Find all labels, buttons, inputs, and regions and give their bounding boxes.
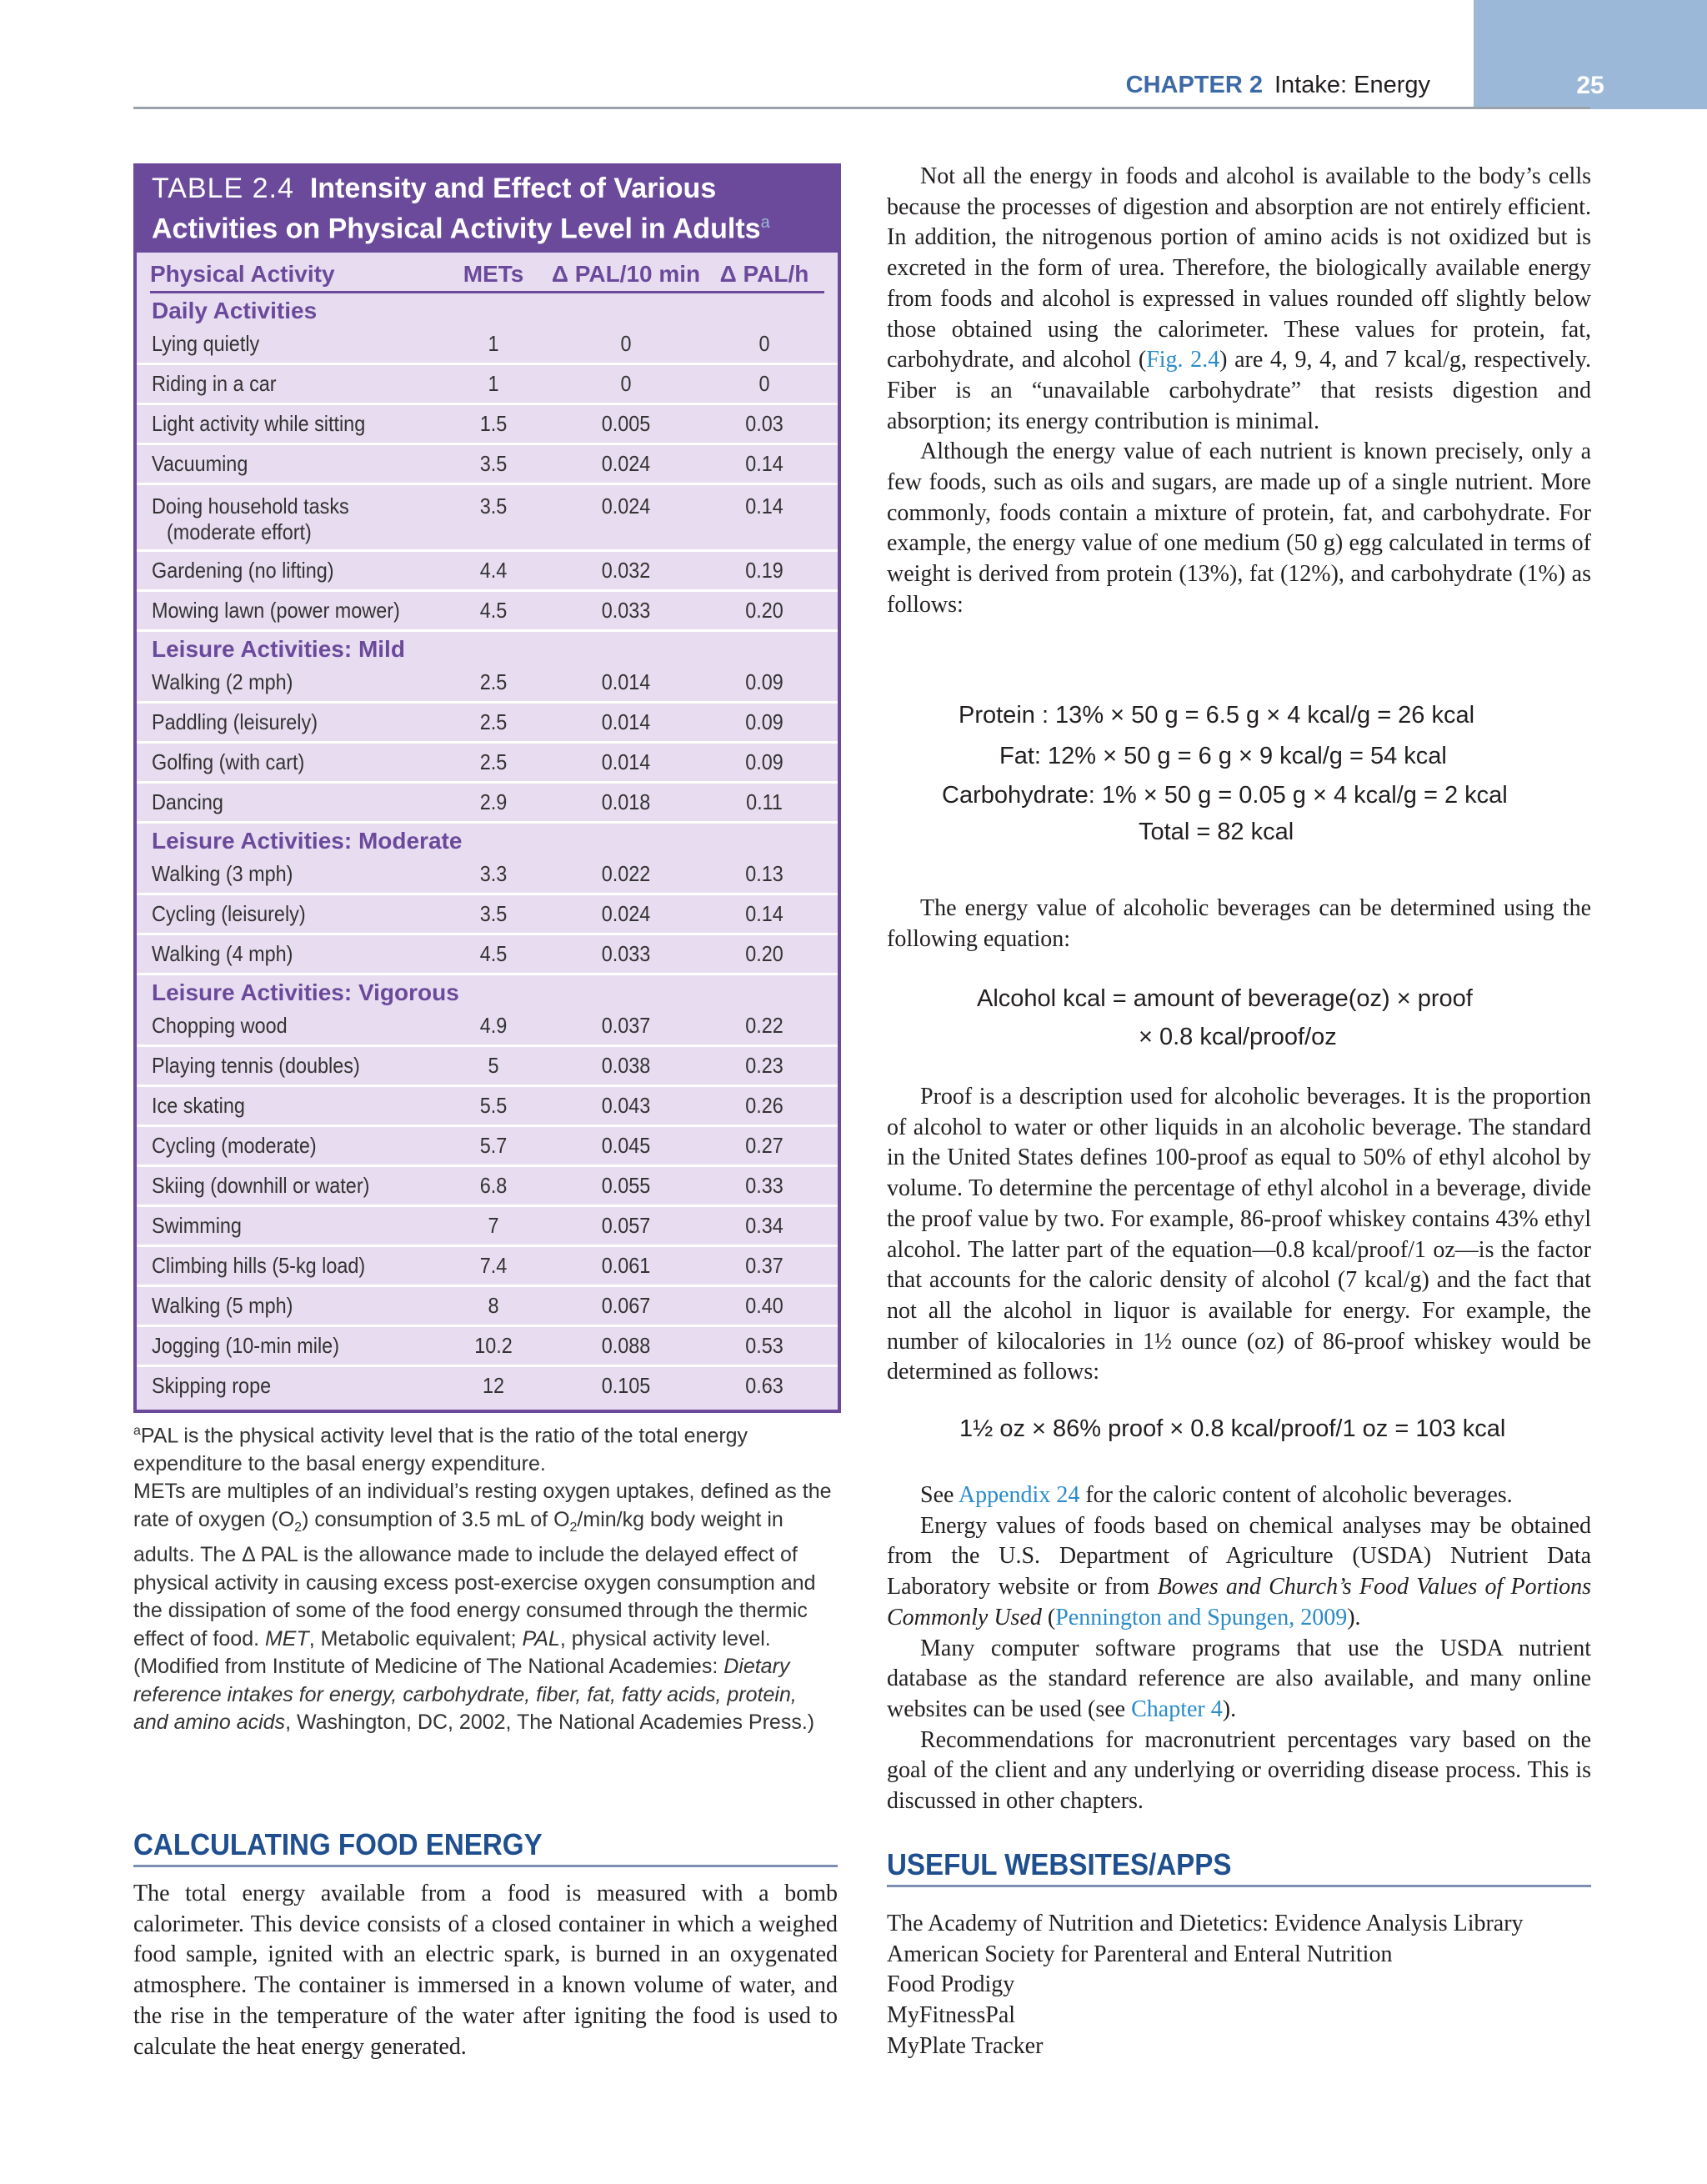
list-item: MyPlate Tracker (887, 2032, 1044, 2059)
cell-pal-h: 0.09 (745, 709, 783, 735)
table-row (137, 592, 838, 632)
table-section-heading: Leisure Activities: Moderate (152, 828, 463, 854)
cell-activity: Riding in a car (152, 371, 277, 397)
list-item: Food Prodigy (887, 1971, 1015, 1998)
table-row (137, 664, 838, 704)
equation-alcohol-line1: Alcohol kcal = amount of beverage(oz) × proof (977, 985, 1473, 1012)
cell-mets: 3.5 (479, 901, 508, 927)
column-header-activity: Physical Activity (150, 261, 335, 288)
cell-activity: Climbing hills (5-kg load) (152, 1253, 366, 1279)
section-rule (887, 1885, 1591, 1887)
table-row (137, 1247, 838, 1287)
table-row (137, 784, 838, 824)
right-text-block-1 (887, 162, 1591, 621)
cell-mets: 10.2 (474, 1333, 513, 1359)
table-row (137, 1047, 838, 1087)
cell-activity: Chopping wood (152, 1013, 288, 1039)
right-text-block-3 (887, 1082, 1591, 1388)
cell-pal-h: 0.33 (745, 1173, 783, 1199)
paragraph-recommendations: Recommendations for macronutrient percentages vary based on the goal of the client and any underlying or overriding disease process. This is discussed in other chapters. (887, 1726, 1591, 1815)
cell-activity: Cycling (moderate) (152, 1133, 317, 1159)
cell-mets: 7 (488, 1213, 499, 1239)
cell-pal-h: 0.20 (745, 941, 783, 967)
list-item: MyFitnessPal (887, 2002, 1016, 2029)
equation-carbohydrate: Carbohydrate: 1% × 50 g = 0.05 g × 4 kcal/g = 2 kcal (942, 782, 1508, 809)
list-item: American Society for Parenteral and Enteral Nutrition (887, 1941, 1393, 1967)
cell-pal-10min: 0.088 (601, 1333, 651, 1359)
cell-pal-h: 0.34 (745, 1213, 783, 1239)
cell-pal-10min: 0.022 (601, 861, 651, 887)
cell-pal-h: 0.26 (745, 1093, 783, 1119)
cell-pal-h: 0.20 (745, 598, 783, 624)
table-row (137, 855, 838, 895)
page-number: 25 (1576, 72, 1604, 99)
equation-protein: Protein : 13% × 50 g = 6.5 g × 4 kcal/g = 26 kcal (959, 702, 1475, 729)
cell-mets: 1.5 (479, 411, 508, 437)
table-row (137, 1367, 838, 1405)
cell-pal-10min: 0.033 (601, 941, 651, 967)
cell-mets: 4.4 (479, 558, 508, 584)
cell-pal-10min: 0.014 (601, 669, 651, 695)
footnote-mets: METs are multiples of an individual’s resting oxygen uptakes, defined as the rate of oxygen $(O_2)$ consumption of 3.5 mL of $O_2/\min/kg$ body weight in adults. The Δ PAL is the allowance made to include the delayed effect of physical activity in causing excess post-exercise oxygen consumption and the dissipation of some of the food energy consumed through the thermic effect of food. MET, Metabolic equivalent; PAL, physical activity level. (133, 1480, 832, 1651)
cell-pal-10min: 0.067 (601, 1293, 651, 1319)
cell-activity: Swimming (152, 1213, 242, 1239)
cell-activity: Walking (4 mph) (152, 941, 293, 967)
table-row (137, 1007, 838, 1047)
table-section-heading: Leisure Activities: Mild (152, 636, 405, 663)
table-row (137, 1287, 838, 1327)
cell-pal-h: 0.37 (745, 1253, 783, 1279)
header-rule (133, 107, 1590, 109)
cell-pal-h: 0.63 (745, 1373, 783, 1399)
chapter-link[interactable]: Chapter 4 (1131, 1696, 1223, 1722)
cell-activity: Vacuuming (152, 451, 248, 477)
cell-activity: Ice skating (152, 1093, 245, 1119)
table-row (137, 1207, 838, 1247)
cell-pal-10min: 0.038 (601, 1053, 651, 1079)
equation-alcohol-line2: × 0.8 kcal/proof/oz (1139, 1024, 1337, 1050)
cell-activity: Gardening (no lifting) (152, 558, 334, 584)
table-row (137, 895, 838, 935)
table-row (137, 365, 838, 405)
right-text-block-4 (887, 1480, 1591, 1817)
cell-mets: 3.5 (479, 451, 508, 477)
table-row (137, 405, 838, 445)
paragraph-proof: Proof is a description used for alcoholic beverages. It is the proportion of alcohol to water or other liquids in an alcoholic beverage. The standard in the United States defines 100-proof as equal to 50% of ethyl alcohol by volume. To determine the percentage of ethyl alcohol in a beverage, divide the proof value by two. For example, 86-proof whiskey contains 43% ethyl alcohol. The latter part of the equation—0.8 kcal/proof/1 oz—is the factor that accounts for the caloric density of alcohol (7 kcal/g) and the fact that not all the alcohol in liquor is available for energy. For example, the number of kilocalories in 1½ ounce (oz) of 86-proof whiskey would be determined as follows: (887, 1084, 1591, 1385)
right-text-block-2 (887, 894, 1591, 954)
table-row (137, 1127, 838, 1167)
cell-pal-10min: 0.037 (601, 1013, 651, 1039)
table-row (137, 1087, 838, 1127)
cell-pal-10min: 0.055 (601, 1173, 651, 1199)
cell-activity: Skiing (downhill or water) (152, 1173, 370, 1199)
cell-mets: 2.5 (479, 669, 508, 695)
cell-pal-h: 0.53 (745, 1333, 783, 1359)
appendix-link[interactable]: Appendix 24 (958, 1482, 1080, 1508)
cell-mets: 7.4 (479, 1253, 508, 1279)
cell-pal-h: 0.09 (745, 669, 783, 695)
cell-mets: 12 (482, 1373, 505, 1399)
cell-pal-10min: 0.061 (601, 1253, 651, 1279)
table-row (137, 935, 838, 975)
cell-pal-10min: 0.032 (601, 558, 651, 584)
cell-mets: 8 (488, 1293, 499, 1319)
cell-activity: Playing tennis (doubles) (152, 1053, 360, 1079)
websites-list (887, 1909, 1591, 2062)
cell-activity: Skipping rope (152, 1373, 272, 1399)
cell-activity: Lying quietly (152, 331, 260, 357)
cell-mets: 4.5 (479, 941, 508, 967)
table-footnotes (133, 1417, 833, 1737)
cell-pal-h: 0.14 (745, 451, 783, 477)
column-header-pal-h: Δ PAL/h (719, 261, 809, 288)
cell-pal-h: 0.19 (745, 558, 783, 584)
cell-activity: Doing household tasks (moderate effort) (152, 493, 349, 545)
cell-pal-h: 0.22 (745, 1013, 783, 1039)
table-title-footnote-mark: a (760, 213, 770, 232)
cell-mets: 1 (488, 371, 499, 397)
paragraph-usda: Energy values of foods based on chemical analyses may be obtained from the U.S. Department of Agriculture (USDA) Nutrient Data Laboratory website or from Bowes and Church’s Food Values of Portions Commonly Used (Pennington and Spungen, 2009). (887, 1512, 1592, 1630)
footnote-a: $^a$PAL is the physical activity level that is the ratio of the total energy expenditure to the basal energy expenditure. (133, 1424, 748, 1475)
cell-activity: Jogging (10-min mile) (152, 1333, 339, 1359)
cell-pal-h: 0.13 (745, 861, 783, 887)
cell-mets: 3.3 (479, 861, 508, 887)
equation-fat: Fat: 12% × 50 g = 6 g × 9 kcal/g = 54 kcal (999, 743, 1447, 769)
calc-paragraph: The total energy available from a food is measured with a bomb calorimeter. This device consists of a closed container in which a weighed food sample, ignited with an electric spark, is burned in an oxygenated atmosphere. The container is immersed in a known volume of water, and the rise in the temperature of the water after igniting the food is used to calculate the heat energy generated. (133, 1881, 838, 2060)
cell-mets: 6.8 (479, 1173, 508, 1199)
column-header-mets: METs (463, 261, 524, 288)
table-row (137, 704, 838, 744)
section-heading-calculating: CALCULATING FOOD ENERGY (133, 1827, 543, 1861)
cell-pal-10min: 0.045 (601, 1133, 651, 1159)
cell-mets: 2.9 (479, 789, 508, 815)
cell-activity: Paddling (leisurely) (152, 709, 318, 735)
paragraph-egg-example: Although the energy value of each nutrient is known precisely, only a few foods, such as oils and sugars, are made up of a single nutrient. More commonly, foods contain a mixture of protein, fat, and carbohydrate. For example, the energy value of one medium (50 g) egg calculated in terms of weight is derived from protein (13%), fat (12%), and carbohydrate (1%) as follows: (887, 438, 1591, 618)
cell-pal-h: 0.03 (745, 411, 783, 437)
table-row (137, 1167, 838, 1207)
figure-link[interactable]: Fig. 2.4 (1146, 347, 1220, 373)
cell-pal-10min: 0.018 (601, 789, 651, 815)
cell-activity: Mowing lawn (power mower) (152, 598, 400, 624)
cell-pal-h: 0.40 (745, 1293, 783, 1319)
table-row (137, 744, 838, 784)
chapter-label: CHAPTER 2 (1125, 72, 1263, 98)
table-section-heading: Daily Activities (152, 298, 318, 324)
cell-activity: Walking (2 mph) (152, 669, 293, 695)
cell-pal-h: 0.27 (745, 1133, 783, 1159)
table-row (137, 485, 838, 552)
cell-activity: Walking (3 mph) (152, 861, 293, 887)
cell-pal-10min: 0 (620, 371, 632, 397)
cell-pal-10min: 0.014 (601, 749, 651, 775)
cell-activity: Golfing (with cart) (152, 749, 305, 775)
section-heading-websites: USEFUL WEBSITES/APPS (887, 1847, 1232, 1881)
cell-activity: Cycling (leisurely) (152, 901, 306, 927)
running-header (1126, 72, 1430, 99)
cell-pal-10min: 0.005 (601, 411, 651, 437)
paragraph-software: Many computer software programs that use the USDA nutrient database as the standard reference are also available, and many online websites can be used (see Chapter 4). (887, 1635, 1591, 1722)
table-row (137, 552, 838, 592)
cell-pal-10min: 0.014 (601, 709, 651, 735)
page-number-tab (1474, 0, 1707, 109)
calc-paragraph-block (133, 1879, 838, 2062)
paragraph-appendix: See Appendix 24 for the caloric content of alcoholic beverages. (920, 1482, 1513, 1508)
table-row (137, 1327, 838, 1367)
cell-pal-10min: 0.043 (601, 1093, 651, 1119)
equation-total: Total = 82 kcal (1139, 819, 1294, 845)
citation-link[interactable]: Pennington and Spungen, 2009 (1055, 1604, 1348, 1630)
chapter-title: Intake: Energy (1274, 72, 1430, 98)
cell-activity: Walking (5 mph) (152, 1293, 293, 1319)
cell-mets: 1 (488, 331, 499, 357)
cell-pal-h: 0 (758, 371, 770, 397)
paragraph-alcohol-intro: The energy value of alcoholic beverages can be determined using the following equation: (887, 895, 1591, 952)
section-rule (133, 1865, 838, 1867)
table-title (137, 167, 838, 253)
equation-whiskey: 1½ oz × 86% proof × 0.8 kcal/proof/1 oz = 103 kcal (959, 1415, 1506, 1442)
cell-pal-h: 0 (758, 331, 770, 357)
table-header-row (150, 261, 824, 293)
cell-pal-h: 0.09 (745, 749, 783, 775)
cell-pal-h: 0.14 (745, 901, 783, 927)
table-section-heading: Leisure Activities: Vigorous (152, 979, 459, 1006)
table-row (137, 325, 838, 365)
activity-table (133, 163, 841, 1413)
cell-activity: Light activity while sitting (152, 411, 366, 437)
cell-pal-10min: 0.105 (601, 1373, 651, 1399)
table-row (137, 445, 838, 485)
table-body (137, 293, 838, 1410)
cell-pal-h: 0.23 (745, 1053, 783, 1079)
cell-pal-10min: 0.057 (601, 1213, 651, 1239)
cell-pal-h: 0.14 (745, 493, 783, 519)
cell-pal-10min: 0.033 (601, 598, 651, 624)
cell-mets: 2.5 (479, 709, 508, 735)
cell-mets: 5.5 (479, 1093, 508, 1119)
cell-pal-h: 0.11 (746, 789, 783, 815)
footnote-source: (Modified from Institute of Medicine of The National Academies: Dietary reference intakes for energy, carbohydrate, fiber, fat, fatty acids, protein, and amino acids, Washington, DC, 2002, The National Academies Press.) (133, 1655, 815, 1735)
list-item: The Academy of Nutrition and Dietetics: Evidence Analysis Library (887, 1911, 1524, 1936)
cell-pal-10min: 0.024 (601, 493, 651, 519)
cell-mets: 4.5 (479, 598, 508, 624)
table-number: TABLE 2.4 (152, 173, 294, 204)
table-title-line2: Activities on Physical Activity Level in Adults (152, 213, 761, 245)
cell-pal-10min: 0 (620, 331, 632, 357)
column-header-pal-10min: Δ PAL/10 min (551, 261, 701, 288)
cell-pal-10min: 0.024 (601, 901, 651, 927)
cell-mets: 5.7 (479, 1133, 508, 1159)
cell-mets: 5 (488, 1053, 499, 1079)
paragraph-energy-availability: Not all the energy in foods and alcohol is available to the body’s cells because the processes of digestion and absorption are not entirely efficient. In addition, the nitrogenous portion of amino acids is not oxidized but is excreted in the form of urea. Therefore, the biologically available energy from foods and alcohol is expressed in values rounded off slightly below those obtained using the calorimeter. These values for protein, fat, carbohydrate, and alcohol (Fig. 2.4) are 4, 9, 4, and 7 kcal/g, respectively. Fiber is an “unavailable carbohydrate” that resists digestion and absorption; its energy contribution is minimal. (887, 163, 1591, 434)
cell-pal-10min: 0.024 (601, 451, 651, 477)
table-title-line1: Intensity and Effect of Various (309, 173, 717, 204)
cell-mets: 4.9 (479, 1013, 508, 1039)
cell-mets: 2.5 (479, 749, 508, 775)
cell-mets: 3.5 (479, 493, 508, 519)
cell-activity: Dancing (152, 789, 223, 815)
